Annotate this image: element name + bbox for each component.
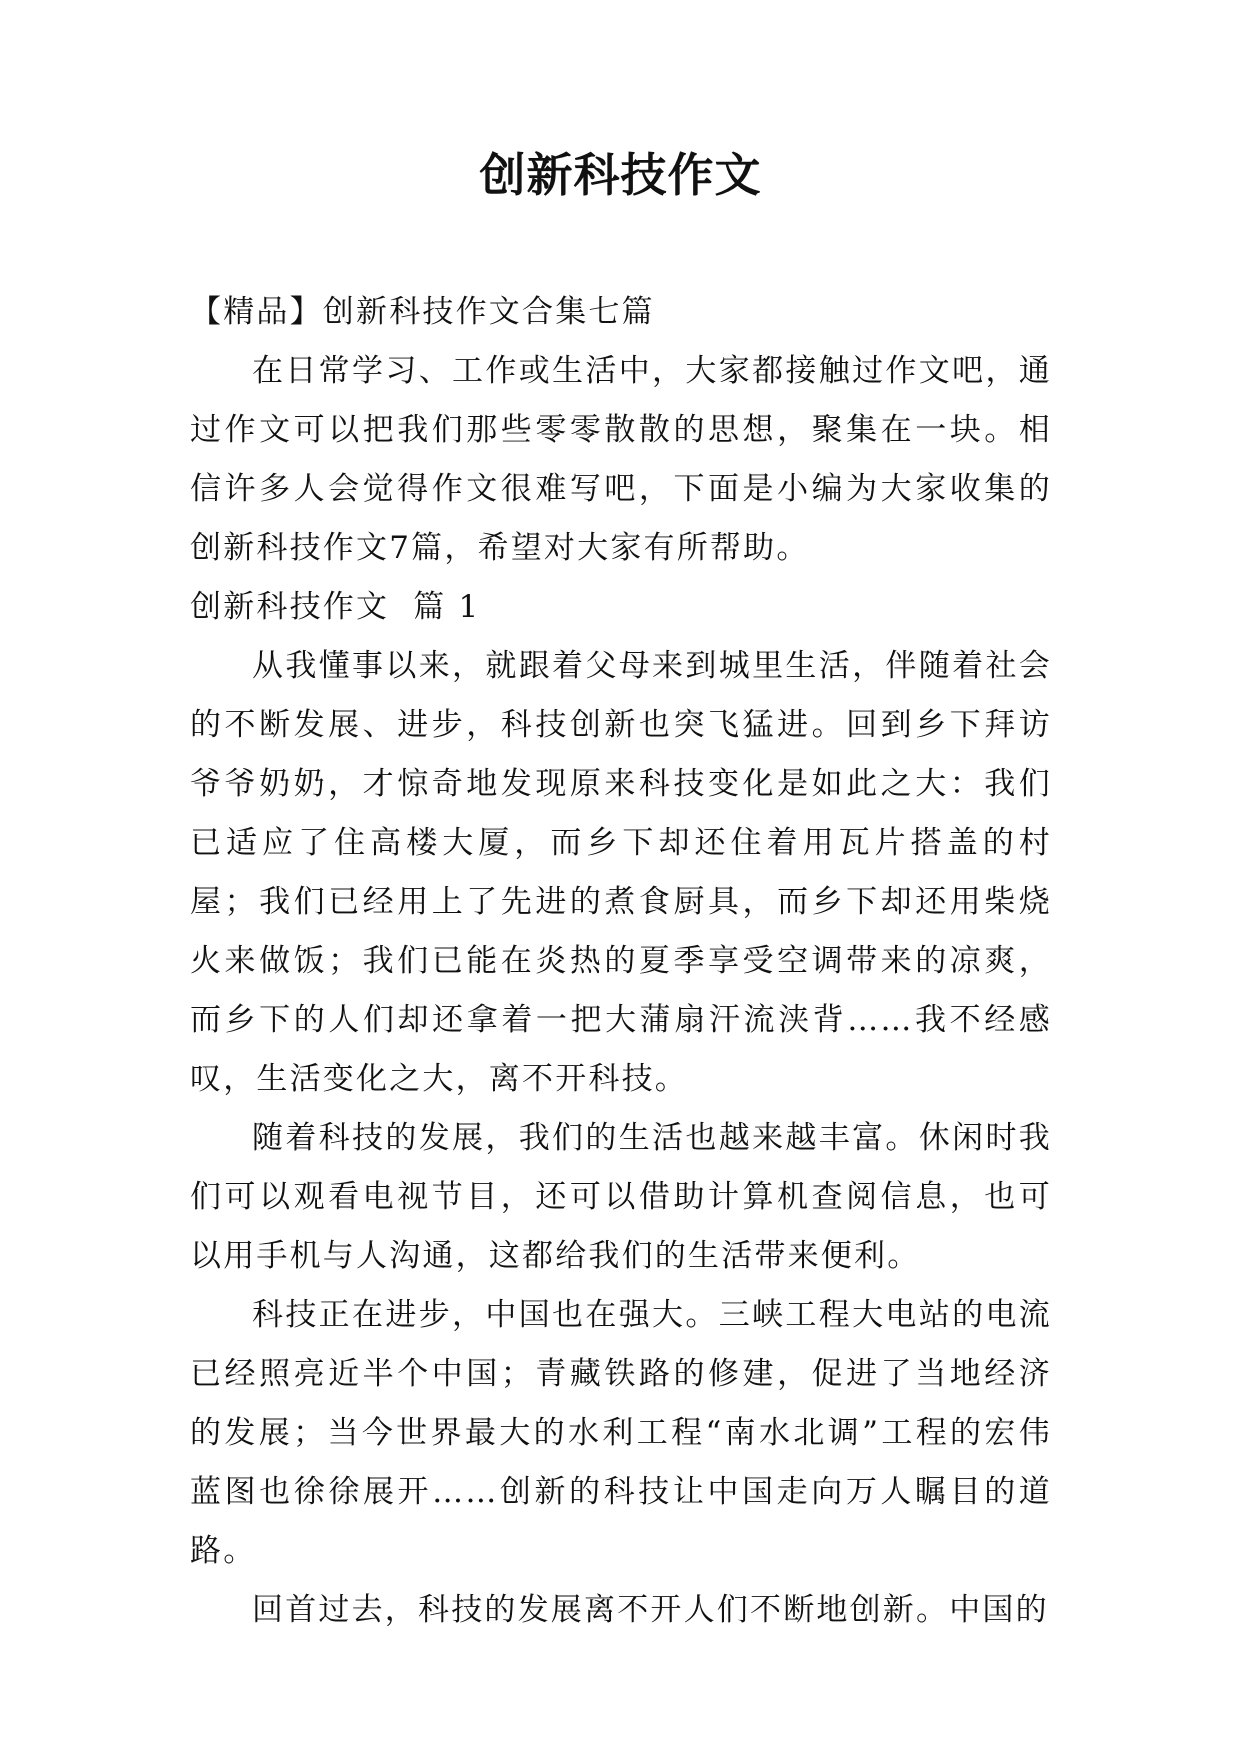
body-paragraph: 科技正在进步，中国也在强大。三峡工程大电站的电流已经照亮近半个中国；青藏铁路的修建，促进了当地经济的发展；当今世界最大的水利工程“南水北调”工程的宏伟蓝图也徐徐展开……创新的科技让中国走向万人瞩目的道路。 xyxy=(190,1297,1052,1569)
intro-paragraph: 在日常学习、工作或生活中，大家都接触过作文吧，通过作文可以把我们那些零零散散的思想，聚集在一块。相信许多人会觉得作文很难写吧，下面是小编为大家收集的创新科技作文7篇，希望对大家有所帮助。 xyxy=(190,353,1052,566)
body-paragraph: 随着科技的发展，我们的生活也越来越丰富。休闲时我们可以观看电视节目，还可以借助计算机查阅信息，也可以用手机与人沟通，这都给我们的生活带来便利。 xyxy=(190,1120,1052,1274)
document-title: 创新科技作文 xyxy=(479,148,762,202)
section-heading: 创新科技作文 篇 1 xyxy=(190,589,481,625)
body-paragraph: 回首过去，科技的发展离不开人们不断地创新。中国的 xyxy=(252,1592,1049,1628)
document-body xyxy=(190,283,1052,1640)
document-subtitle: 【精品】创新科技作文合集七篇 xyxy=(190,294,655,330)
body-paragraph: 从我懂事以来，就跟着父母来到城里生活，伴随着社会的不断发展、进步，科技创新也突飞猛进。回到乡下拜访爷爷奶奶，才惊奇地发现原来科技变化是如此之大：我们已适应了住高楼大厦，而乡下却还住着用瓦片搭盖的村屋；我们已经用上了先进的煮食厨具，而乡下却还用柴烧火来做饭；我们已能在炎热的夏季享受空调带来的凉爽，而乡下的人们却还拿着一把大蒲扇汗流浃背……我不经感叹，生活变化之大，离不开科技。 xyxy=(190,648,1052,1097)
